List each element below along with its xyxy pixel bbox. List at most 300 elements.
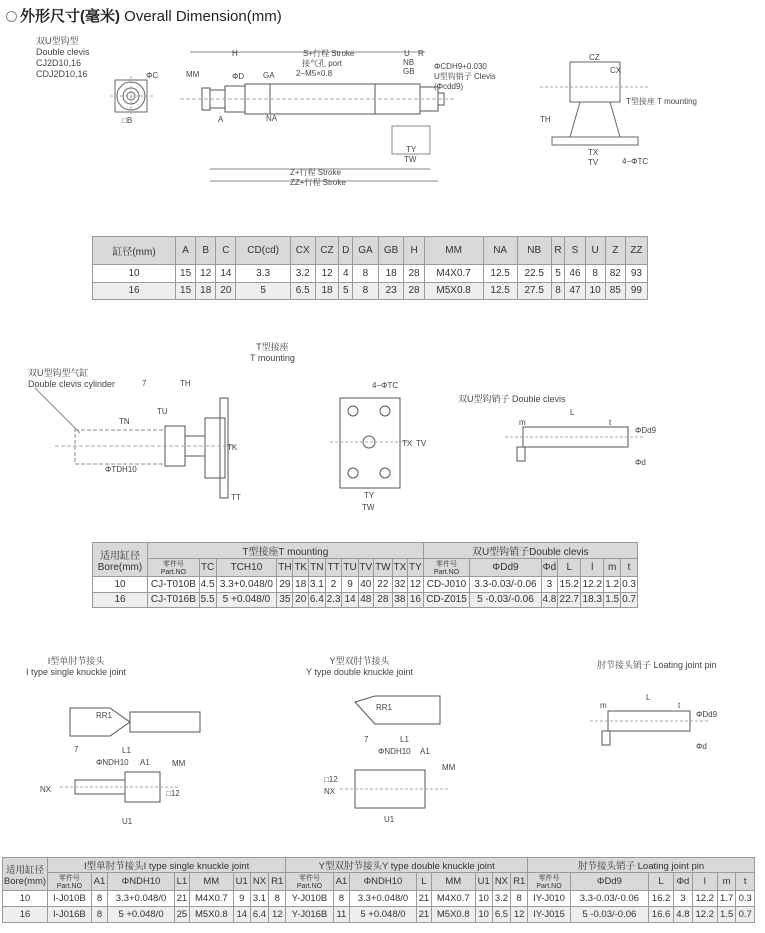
table2-cell: 10 bbox=[93, 577, 148, 593]
table3-col: U1 bbox=[233, 873, 250, 891]
table3-col: ΦDd9 bbox=[570, 873, 648, 891]
table2-cell: 1.5 bbox=[604, 592, 621, 608]
dim-phind: ΦNDH10 bbox=[96, 758, 129, 767]
caption-line: CJ2D10,16 bbox=[36, 58, 82, 68]
table2-cell: 9 bbox=[342, 577, 358, 593]
table2-cell: 16 bbox=[408, 592, 423, 608]
t-mount-en: T mounting bbox=[250, 353, 295, 363]
table3-cell: 8 bbox=[91, 907, 107, 923]
dimension-table-1 bbox=[92, 236, 648, 300]
table2-cell: 32 bbox=[392, 577, 407, 593]
table3-part-header bbox=[286, 873, 333, 891]
end-view-drawing bbox=[110, 68, 170, 128]
table2-col: TW bbox=[374, 559, 393, 577]
table1-cell: 46 bbox=[565, 265, 585, 283]
y-joint-drawing bbox=[320, 690, 470, 830]
table3-cell: 0.3 bbox=[736, 891, 755, 907]
table2-col: m bbox=[604, 559, 621, 577]
table2-col: TV bbox=[358, 559, 373, 577]
table1-header: CX bbox=[290, 237, 315, 265]
dim-tw: TW bbox=[404, 155, 417, 164]
table3-cell: 8 bbox=[269, 891, 286, 907]
side-view-drawing bbox=[180, 44, 496, 189]
dim-phind: ΦNDH10 bbox=[378, 747, 411, 756]
table1-cell: 5 bbox=[339, 282, 353, 300]
bore-label-en: Bore(mm) bbox=[3, 875, 47, 887]
table2-cell: CJ-T010B bbox=[148, 577, 200, 593]
table3-col: MM bbox=[189, 873, 233, 891]
table1-cell: 99 bbox=[625, 282, 647, 300]
y-joint-cn: Y型双肘节接头 bbox=[329, 656, 390, 666]
table1-header: ZZ bbox=[625, 237, 647, 265]
caption-line: 双U型钩型 bbox=[36, 36, 79, 46]
dim-12: □12 bbox=[324, 775, 338, 784]
dim-u: U bbox=[404, 49, 410, 58]
part-en: Part.NO bbox=[433, 569, 460, 576]
part-cn: 零件号 bbox=[58, 875, 80, 882]
table2-header-row bbox=[93, 543, 638, 559]
table3-col: l bbox=[692, 873, 717, 891]
cylinder-cn: 双U型钩型气缸 bbox=[28, 368, 89, 378]
table1-cell: 12.5 bbox=[483, 282, 517, 300]
dim-gb: GB bbox=[403, 67, 415, 76]
table2-col: TT bbox=[325, 559, 342, 577]
dim-12: □12 bbox=[166, 789, 180, 798]
table1-header: A bbox=[176, 237, 196, 265]
table2-col: TY bbox=[408, 559, 423, 577]
dim-nx: NX bbox=[324, 787, 336, 796]
table3-cell: M4X0.7 bbox=[431, 891, 475, 907]
table3-cell: 5 -0.03/-0.06 bbox=[570, 907, 648, 923]
table1-cell: 20 bbox=[216, 282, 236, 300]
i-joint-cn: I型单肘节接头 bbox=[47, 656, 105, 666]
table3-cell: Y-J016B bbox=[286, 907, 333, 923]
table1-cell: 16 bbox=[93, 282, 176, 300]
table1-cell: 15 bbox=[176, 282, 196, 300]
dim-l: L bbox=[570, 408, 575, 417]
table3-col: t bbox=[736, 873, 755, 891]
table3-col: L1 bbox=[174, 873, 189, 891]
part-en: Part.NO bbox=[160, 569, 187, 576]
dim-port-size: 2−M5×0.8 bbox=[296, 69, 333, 78]
table3-cell: 12.2 bbox=[692, 891, 717, 907]
dim-m: m bbox=[519, 418, 526, 427]
table3-cell: 5 +0.048/0 bbox=[350, 907, 417, 923]
table3-cell: 12 bbox=[269, 907, 286, 923]
clevis-pin-drawing bbox=[505, 405, 665, 480]
table2-cell: CJ-T016B bbox=[148, 592, 200, 608]
table-row bbox=[93, 577, 638, 593]
dim-4phitc: 4−ΦTC bbox=[372, 381, 399, 390]
dim-t: t bbox=[678, 701, 681, 710]
table2-part-header bbox=[148, 559, 200, 577]
table3-header-row bbox=[3, 858, 755, 873]
table2-cell: 35 bbox=[277, 592, 293, 608]
dim-phid: ΦD bbox=[232, 72, 245, 81]
table2-cell: 22 bbox=[374, 577, 393, 593]
table1-cell: 6.5 bbox=[290, 282, 315, 300]
table1-header: U bbox=[585, 237, 605, 265]
t-mount-view bbox=[540, 52, 730, 172]
dim-z-stroke: Z+行程 Stroke bbox=[290, 168, 341, 177]
table3-cell: 25 bbox=[174, 907, 189, 923]
table2-cell: 12 bbox=[408, 577, 423, 593]
table2-cell: 40 bbox=[358, 577, 373, 593]
table3-group2: Y型双肘节接头Y type double knuckle joint bbox=[286, 858, 528, 873]
table3-part-header bbox=[48, 873, 92, 891]
table1-cell: 14 bbox=[216, 265, 236, 283]
table1-cell: M4X0.7 bbox=[424, 265, 483, 283]
table3-col: L bbox=[648, 873, 673, 891]
dim-tw: TW bbox=[362, 503, 375, 512]
table1-cell: 22.5 bbox=[517, 265, 551, 283]
table3-col: ΦNDH10 bbox=[350, 873, 417, 891]
dim-ga: GA bbox=[263, 71, 275, 80]
y-joint-en: Y type double knuckle joint bbox=[306, 667, 413, 677]
loating-pin-drawing bbox=[590, 693, 750, 763]
table1-header: H bbox=[404, 237, 424, 265]
t-mount-top-drawing bbox=[330, 378, 440, 513]
dim-phidd9: ΦDd9 bbox=[696, 710, 718, 719]
part-cn: 零件号 bbox=[538, 875, 560, 882]
table1-cell: 85 bbox=[605, 282, 625, 300]
bore-label-cn: 适用缸径 bbox=[5, 864, 44, 876]
part-en: Part.NO bbox=[296, 883, 323, 890]
y-joint-caption bbox=[306, 654, 413, 677]
dim-7: 7 bbox=[364, 735, 369, 744]
table3-part-header bbox=[528, 873, 571, 891]
table1-cell: 5 bbox=[551, 265, 565, 283]
table1-cell: 12.5 bbox=[483, 265, 517, 283]
part-en: Part.NO bbox=[56, 883, 83, 890]
table2-cell: 14 bbox=[342, 592, 358, 608]
table2-cell: 3.1 bbox=[308, 577, 325, 593]
dim-mm: MM bbox=[172, 759, 186, 768]
dim-tn: TN bbox=[119, 417, 130, 426]
table1-header: NB bbox=[517, 237, 551, 265]
table3-col: NX bbox=[492, 873, 510, 891]
dim-t: t bbox=[609, 418, 612, 427]
table1-cell: 28 bbox=[404, 265, 424, 283]
table2-cell: CD-J010 bbox=[423, 577, 470, 593]
dim-a1: A1 bbox=[140, 758, 150, 767]
table1-header: CZ bbox=[315, 237, 339, 265]
table1-cell: 5 bbox=[236, 282, 290, 300]
table-row bbox=[93, 265, 648, 283]
table2-cell: 0.3 bbox=[621, 577, 638, 593]
table3-cell: I-J010B bbox=[48, 891, 92, 907]
table2-col: TK bbox=[293, 559, 308, 577]
table-row bbox=[3, 907, 755, 923]
table2-cell: 6.4 bbox=[308, 592, 325, 608]
table3-cell: 0.7 bbox=[736, 907, 755, 923]
dim-nb: NB bbox=[403, 58, 415, 67]
table2-cell: 2.3 bbox=[325, 592, 342, 608]
table3-cell: 10 bbox=[475, 891, 492, 907]
dim-tx: TX bbox=[402, 439, 413, 448]
part-cn: 零件号 bbox=[298, 875, 320, 882]
dim-cdd9: (Φcdd9) bbox=[434, 82, 464, 91]
table2-col: TX bbox=[392, 559, 407, 577]
table1-cell: 27.5 bbox=[517, 282, 551, 300]
table2-cell: 1.2 bbox=[604, 577, 621, 593]
pin-cn: 肘节接头销子 bbox=[597, 660, 652, 670]
table3-cell: 12.2 bbox=[692, 907, 717, 923]
table1-header: GB bbox=[378, 237, 404, 265]
dim-zz-stroke: ZZ+行程 Stroke bbox=[290, 178, 346, 187]
table1-cell: 3.3 bbox=[236, 265, 290, 283]
table2-cell: 3.3-0.03/-0.06 bbox=[470, 577, 541, 593]
table2-cell: 0.7 bbox=[621, 592, 638, 608]
table3-col: MM bbox=[431, 873, 475, 891]
dim-ty: TY bbox=[364, 491, 375, 500]
table-row bbox=[3, 891, 755, 907]
dim-tx: TX bbox=[588, 148, 599, 157]
table1-header: R bbox=[551, 237, 565, 265]
table3-cell: 8 bbox=[511, 891, 528, 907]
table2-bore-header bbox=[93, 543, 148, 577]
dim-mm: MM bbox=[442, 763, 456, 772]
table1-header: 缸径(mm) bbox=[93, 237, 176, 265]
table1-header: GA bbox=[353, 237, 379, 265]
dim-phidd9: ΦDd9 bbox=[635, 426, 657, 435]
table2-cell: 20 bbox=[293, 592, 308, 608]
table2-group1: T型接座T mounting bbox=[148, 543, 424, 559]
table1-cell: 10 bbox=[585, 282, 605, 300]
table2-cell: CD-Z015 bbox=[423, 592, 470, 608]
table3-col: ΦNDH10 bbox=[108, 873, 175, 891]
dim-tu: TU bbox=[157, 407, 168, 416]
table3-col: m bbox=[717, 873, 735, 891]
table1-cell: 12 bbox=[315, 265, 339, 283]
pin-en: Loating joint pin bbox=[653, 660, 717, 670]
table2-col: ΦDd9 bbox=[470, 559, 541, 577]
dim-h: H bbox=[232, 49, 238, 58]
dim-a: A bbox=[218, 115, 224, 124]
table3-subheader-row bbox=[3, 873, 755, 891]
table1-header: B bbox=[196, 237, 216, 265]
t-mount-side-drawing bbox=[35, 378, 265, 508]
dim-phic: ΦC bbox=[146, 71, 159, 80]
dim-na: NA bbox=[266, 114, 278, 123]
table2-cell: 5 +0.048/0 bbox=[216, 592, 277, 608]
table3-cell: 21 bbox=[416, 891, 431, 907]
table3-cell: 3.2 bbox=[492, 891, 510, 907]
table2-cell: 18.3 bbox=[581, 592, 604, 608]
dim-l: L bbox=[646, 693, 651, 702]
magnifier-icon bbox=[6, 11, 17, 22]
table2-cell: 5 -0.03/-0.06 bbox=[470, 592, 541, 608]
dim-b: □B bbox=[122, 116, 133, 125]
dim-tt: TT bbox=[231, 493, 241, 502]
dim-nx: NX bbox=[40, 785, 52, 794]
table2-cell: 48 bbox=[358, 592, 373, 608]
table1-cell: 10 bbox=[93, 265, 176, 283]
bore-label-cn: 适用缸径 bbox=[100, 550, 140, 562]
table3-cell: Y-J010B bbox=[286, 891, 333, 907]
table3-col: R1 bbox=[511, 873, 528, 891]
table3-cell: 3.3+0.048/0 bbox=[108, 891, 175, 907]
t-mount-cn: T型接座 bbox=[256, 342, 289, 352]
dim-rr1: RR1 bbox=[96, 711, 113, 720]
table2-cell: 22.7 bbox=[558, 592, 581, 608]
table2-cell: 2 bbox=[325, 577, 342, 593]
table3-cell: 16.6 bbox=[648, 907, 673, 923]
title-en: Overall Dimension(mm) bbox=[124, 8, 282, 25]
table1-header: CD(cd) bbox=[236, 237, 290, 265]
table3-cell: M5X0.8 bbox=[189, 907, 233, 923]
table3-cell: 3 bbox=[674, 891, 692, 907]
table1-cell: M5X0.8 bbox=[424, 282, 483, 300]
table3-col: NX bbox=[250, 873, 268, 891]
table2-col: l bbox=[581, 559, 604, 577]
table1-cell: 4 bbox=[339, 265, 353, 283]
table3-cell: 3.3-0.03/-0.06 bbox=[570, 891, 648, 907]
dim-port: 接气孔 port bbox=[302, 59, 343, 68]
dim-phid: Φd bbox=[696, 742, 707, 751]
dim-mm: MM bbox=[186, 70, 200, 79]
table1-cell: 18 bbox=[315, 282, 339, 300]
dimension-table-3 bbox=[2, 857, 755, 923]
dim-th: TH bbox=[540, 115, 551, 124]
part-en: Part.NO bbox=[536, 883, 562, 890]
table3-cell: 11 bbox=[333, 907, 349, 923]
table3-group3: 肘节接头销子 Loating joint pin bbox=[528, 858, 755, 873]
table3-cell: M4X0.7 bbox=[189, 891, 233, 907]
table2-col: TCH10 bbox=[216, 559, 277, 577]
table3-cell: 4.8 bbox=[674, 907, 692, 923]
table3-cell: 10 bbox=[475, 907, 492, 923]
table2-cell: 16 bbox=[93, 592, 148, 608]
table3-col: U1 bbox=[475, 873, 492, 891]
table1-header: S bbox=[565, 237, 585, 265]
dim-phicd: ΦCDH9+0.030 bbox=[434, 62, 487, 71]
table-row bbox=[93, 592, 638, 608]
t-mount-caption bbox=[250, 340, 295, 363]
table1-cell: 28 bbox=[404, 282, 424, 300]
table1-cell: 18 bbox=[378, 265, 404, 283]
dim-m: m bbox=[600, 701, 607, 710]
dim-phid: Φd bbox=[635, 458, 646, 467]
table2-col: TU bbox=[342, 559, 358, 577]
table3-cell: 6.4 bbox=[250, 907, 268, 923]
table2-col: TC bbox=[199, 559, 216, 577]
dim-u1: U1 bbox=[384, 815, 395, 824]
table3-cell: 10 bbox=[3, 891, 48, 907]
table1-cell: 93 bbox=[625, 265, 647, 283]
table1-header-row bbox=[93, 237, 648, 265]
table1-header: Z bbox=[605, 237, 625, 265]
dim-ty: TY bbox=[406, 145, 417, 154]
table3-cell: 8 bbox=[91, 891, 107, 907]
page-title bbox=[6, 5, 282, 26]
table2-cell: 12.2 bbox=[581, 577, 604, 593]
dim-r: R bbox=[418, 49, 424, 58]
dim-rr1: RR1 bbox=[376, 703, 393, 712]
table3-cell: 16.2 bbox=[648, 891, 673, 907]
table3-cell: IY-J010 bbox=[528, 891, 571, 907]
part-cn: 零件号 bbox=[436, 561, 457, 568]
table1-cell: 8 bbox=[585, 265, 605, 283]
dim-l1: L1 bbox=[122, 746, 131, 755]
table1-header: D bbox=[339, 237, 353, 265]
table3-cell: 9 bbox=[233, 891, 250, 907]
table3-group1: I型单肘节接头I type single knuckle joint bbox=[48, 858, 286, 873]
table2-col: TN bbox=[308, 559, 325, 577]
table3-cell: 6.5 bbox=[492, 907, 510, 923]
table3-bore-header bbox=[3, 858, 48, 891]
table3-col: R1 bbox=[269, 873, 286, 891]
table2-cell: 15.2 bbox=[558, 577, 581, 593]
table2-cell: 3.3+0.048/0 bbox=[216, 577, 277, 593]
table3-cell: 16 bbox=[3, 907, 48, 923]
dim-tv: TV bbox=[588, 158, 599, 167]
dim-tv: TV bbox=[416, 439, 427, 448]
dim-clevis: U型钩销子 Clevis bbox=[434, 72, 496, 81]
dim-4phitc: 4−ΦTC bbox=[622, 157, 649, 166]
table2-group2: 双U型钩销子Double clevis bbox=[423, 543, 637, 559]
part-cn: 零件号 bbox=[162, 561, 184, 568]
caption-line: Double clevis bbox=[36, 47, 90, 57]
table3-cell: 21 bbox=[416, 907, 431, 923]
table3-cell: 5 +0.048/0 bbox=[108, 907, 175, 923]
table2-cell: 4.8 bbox=[541, 592, 558, 608]
dim-tmount: T型接座 T mounting bbox=[626, 97, 697, 106]
dim-cx: CX bbox=[610, 66, 622, 75]
table3-col: A1 bbox=[91, 873, 107, 891]
table1-cell: 82 bbox=[605, 265, 625, 283]
table3-cell: 12 bbox=[511, 907, 528, 923]
table3-cell: 21 bbox=[174, 891, 189, 907]
table2-col: L bbox=[558, 559, 581, 577]
table3-cell: I-J016B bbox=[48, 907, 92, 923]
table3-col: Φd bbox=[674, 873, 692, 891]
table1-cell: 12 bbox=[196, 265, 216, 283]
table1-header: MM bbox=[424, 237, 483, 265]
caption-line: CDJ2D10,16 bbox=[36, 69, 88, 79]
table2-subheader-row bbox=[93, 559, 638, 577]
table-row bbox=[93, 282, 648, 300]
clevis-pin-caption: 双U型钩销子 Double clevis bbox=[458, 394, 566, 404]
table1-cell: 8 bbox=[551, 282, 565, 300]
table1-cell: 47 bbox=[565, 282, 585, 300]
table3-cell: 1.5 bbox=[717, 907, 735, 923]
table3-cell: 1.7 bbox=[717, 891, 735, 907]
table3-cell: M5X0.8 bbox=[431, 907, 475, 923]
table2-cell: 4.5 bbox=[199, 577, 216, 593]
i-joint-drawing bbox=[40, 700, 210, 830]
table1-cell: 8 bbox=[353, 265, 379, 283]
title-cn: 外形尺寸(毫米) bbox=[20, 8, 120, 25]
table2-col: Φd bbox=[541, 559, 558, 577]
table3-col: L bbox=[416, 873, 431, 891]
dim-phitd: ΦTDH10 bbox=[105, 465, 137, 474]
table1-header: NA bbox=[483, 237, 517, 265]
dim-7: 7 bbox=[74, 745, 79, 754]
dim-l1: L1 bbox=[400, 735, 409, 744]
table1-header: C bbox=[216, 237, 236, 265]
i-joint-en: I type single knuckle joint bbox=[26, 667, 127, 677]
table2-cell: 5.5 bbox=[199, 592, 216, 608]
cylinder-en: Double clevis cylinder bbox=[28, 379, 116, 389]
table3-cell: 3.3+0.048/0 bbox=[350, 891, 417, 907]
table3-col: A1 bbox=[333, 873, 349, 891]
table3-cell: 14 bbox=[233, 907, 250, 923]
dim-cz: CZ bbox=[589, 53, 600, 62]
top-drawing-caption bbox=[36, 36, 90, 80]
table2-cell: 28 bbox=[374, 592, 393, 608]
bore-label-en: Bore(mm) bbox=[97, 561, 143, 573]
